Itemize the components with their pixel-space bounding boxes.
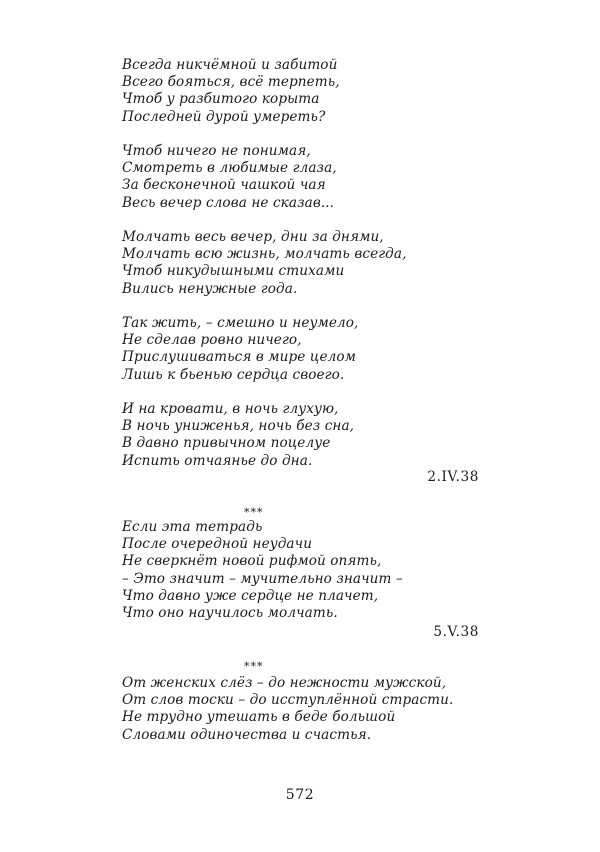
poem-line: От женских слёз – до нежности мужской, bbox=[122, 675, 447, 691]
poem-line: Вились ненужные года. bbox=[122, 280, 298, 297]
poem-line: Испить отчаянье до дна. bbox=[122, 452, 313, 469]
poem-line: Не трудно утешать в беде большой bbox=[122, 709, 396, 726]
poem-line: – Это значит – мучительно значит – bbox=[122, 570, 403, 587]
poem-line: После очередной неудачи bbox=[122, 536, 313, 553]
poem-line: В ночь униженья, ночь без сна, bbox=[122, 418, 355, 435]
poem-line: Смотреть в любимые глаза, bbox=[122, 160, 337, 177]
poem-line: Что оно научилось молчать. bbox=[122, 605, 338, 622]
poem-line: Чтоб никудышными стихами bbox=[122, 263, 345, 280]
poem2-date: 5.V.38 bbox=[433, 624, 479, 640]
poem2-stanza bbox=[122, 519, 403, 622]
section-separator: *** bbox=[244, 660, 264, 673]
poem-line: Всегда никчёмной и забитой bbox=[122, 57, 338, 73]
poem-line: От слов тоски – до исступлённой страсти. bbox=[122, 692, 454, 709]
poem-line: Так жить, – смешно и неумело, bbox=[122, 315, 359, 331]
page-number: 572 bbox=[285, 787, 315, 803]
poem-line: И на кровати, в ночь глухую, bbox=[122, 401, 339, 417]
poem-line: Чтоб у разбитого корыта bbox=[122, 91, 320, 108]
poem-line: Прислушиваться в мире целом bbox=[122, 349, 357, 366]
poem-line: Весь вечер слова не сказав... bbox=[122, 194, 335, 211]
poem-line: За бесконечной чашкой чая bbox=[122, 177, 326, 194]
poem1-stanza-2 bbox=[122, 143, 337, 212]
poem-line: Словами одиночества и счастья. bbox=[122, 726, 372, 743]
poem-line: В давно привычном поцелуе bbox=[122, 435, 331, 452]
poem-line: Молчать всю жизнь, молчать всегда, bbox=[122, 246, 407, 263]
poem-line: Чтоб ничего не понимая, bbox=[122, 143, 311, 159]
poem1-stanza-3 bbox=[122, 229, 407, 298]
poem1-stanza-4 bbox=[122, 315, 358, 384]
poem3-stanza bbox=[122, 675, 453, 744]
poem-line: Не сделав ровно ничего, bbox=[122, 332, 302, 349]
section-separator: *** bbox=[244, 506, 264, 519]
poem-line: Лишь к бьенью сердца своего. bbox=[122, 366, 345, 383]
poem-line: Не сверкнёт новой рифмой опять, bbox=[122, 553, 382, 570]
poem-line: Последней дурой умереть? bbox=[122, 108, 326, 125]
poem-line: Если эта тетрадь bbox=[122, 519, 263, 535]
poem1-stanza-1 bbox=[122, 57, 340, 126]
poem-line: Всего бояться, всё терпеть, bbox=[122, 74, 340, 91]
poem1-date: 2.IV.38 bbox=[427, 469, 479, 485]
poem1-stanza-5 bbox=[122, 401, 354, 470]
poem-line: Что давно уже сердце не плачет, bbox=[122, 587, 379, 604]
poem-line: Молчать весь вечер, дни за днями, bbox=[122, 229, 384, 245]
